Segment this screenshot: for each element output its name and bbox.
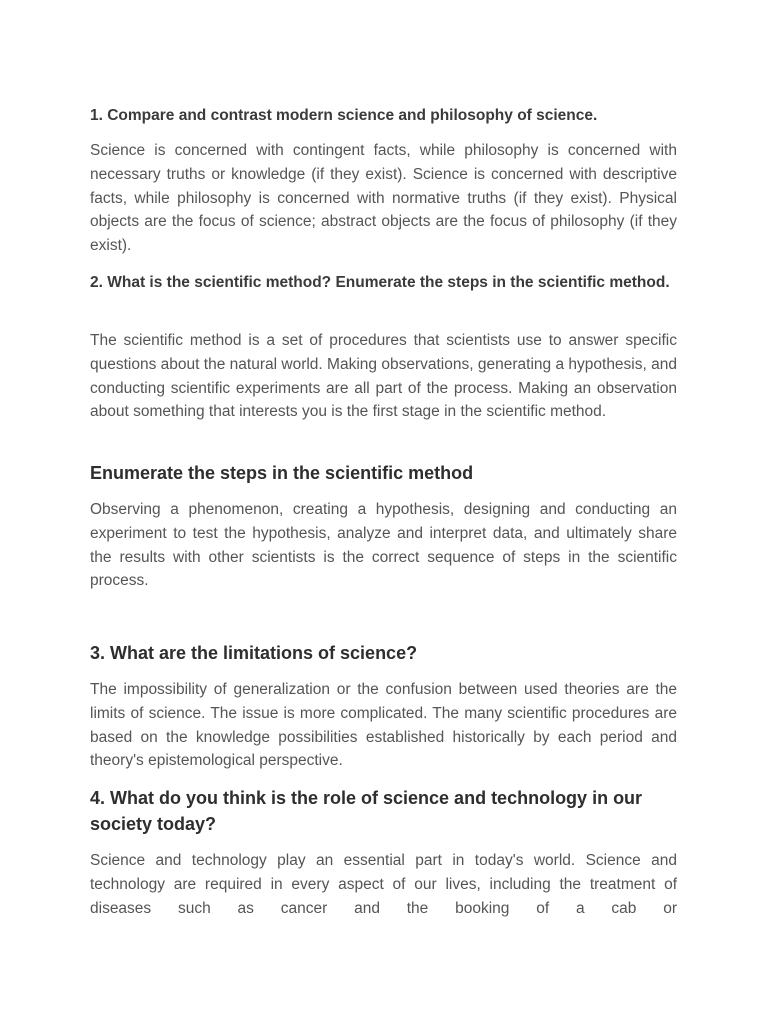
question-heading: 4. What do you think is the role of science and technology in our society today?: [90, 788, 643, 834]
subheading: Enumerate the steps in the scientific method: [90, 463, 474, 483]
question-heading: 2. What is the scientific method? Enumerate the steps in the scientific method.: [90, 274, 670, 291]
answer-paragraph: The scientific method is a set of procedures that scientists use to answer specific questions about the natural world. Making observations, generating a hypothesis, and conducting scientific experiments are all part of the process. Making an observation about something that interests you is the first stage in the scientific method.: [90, 332, 677, 421]
answer-paragraph: The impossibility of generalization or the confusion between used theories are the limits of science. The issue is more complicated. The many scientific procedures are based on the knowledge possibilities established historically by each period and theory's epistemological perspective.: [90, 681, 677, 770]
question-heading: 3. What are the limitations of science?: [90, 643, 418, 663]
question-heading: 1. Compare and contrast modern science and philosophy of science.: [90, 107, 598, 124]
answer-paragraph: Observing a phenomenon, creating a hypothesis, designing and conducting an experiment to test the hypothesis, analyze and interpret data, and ultimately share the results with other scientists is the correct sequence of steps in the scientific process.: [90, 501, 677, 590]
answer-paragraph: Science is concerned with contingent facts, while philosophy is concerned with necessary truths or knowledge (if they exist). Science is concerned with descriptive facts, while philosophy is concerned with normative truths (if they exist). Physical objects are the focus of science; abstract objects are the focus of philosophy (if they exist).: [90, 142, 677, 255]
answer-paragraph: Science and technology play an essential part in today's world. Science and technology are required in every aspect of our lives, including the treatment of diseases such as cancer and the booking of a cab or: [90, 852, 677, 917]
